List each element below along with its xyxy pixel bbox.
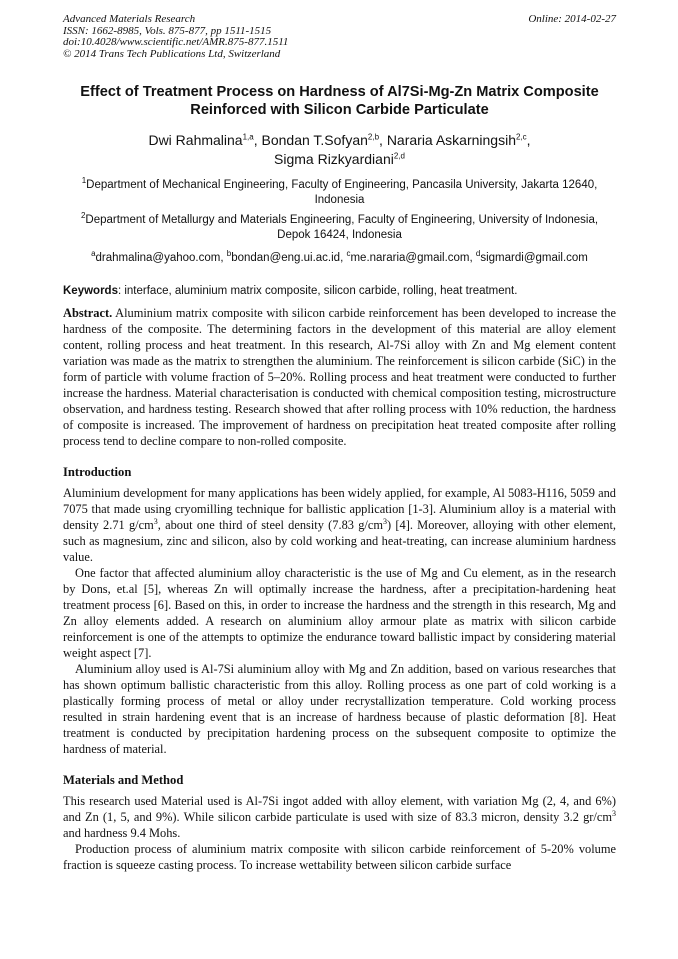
abstract-label: Abstract. (63, 306, 113, 320)
paragraph: Aluminium development for many applications has been widely applied, for example, Al 5083-H116, 5059 and 7075 that made using cryomilling technique for ballistic application [1-3]. Aluminium alloy is a material with density 2.71 $g/cm^3$, about one third of steel density (7.83 $g/cm^3$) [4]. Moreover, alloying with other element, such as magnesium, zinc and silicon, also by cold working and heat-treating, can increase aluminium hardness value. (63, 486, 617, 564)
materials-body (63, 793, 616, 873)
introduction-body (63, 485, 616, 757)
section-heading-introduction: Introduction (63, 465, 132, 479)
journal-header (63, 14, 616, 60)
keywords-text: : interface, aluminium matrix composite, silicon carbide, rolling, heat treatment. (117, 285, 518, 297)
author-name: Sigma Rizkyardiani (274, 151, 394, 167)
keywords-label: Keywords (63, 285, 118, 297)
author-sup: 2,c (515, 132, 527, 142)
email-link[interactable]: bondan@eng.ui.ac.id, (231, 252, 347, 264)
keywords (63, 284, 616, 298)
email-link[interactable]: drahmalina@yahoo.com, (95, 252, 227, 264)
email-link[interactable]: me.nararia@gmail.com, (350, 252, 476, 264)
email-link[interactable]: sigmardi@gmail.com (480, 252, 588, 264)
affiliation-2: $^2$Department of Metallurgy and Materials Engineering, Faculty of Engineering, University of Indonesia, Depok 16424, Indonesia (80, 211, 599, 241)
issn-line: ISSN: 1662-8985, Vols. 875-877, pp 1511-1515 (63, 24, 272, 37)
affiliation-1: $^1$Department of Mechanical Engineering, Faculty of Engineering, Pancasila University, Jakarta 12640, Indonesia (81, 176, 598, 206)
author-sup: 2,d (393, 151, 405, 161)
author-name: Nararia Askarningsih (386, 132, 516, 148)
doi-link[interactable]: doi:10.4028/www.scientific.net/AMR.875-877.1511 (63, 36, 289, 48)
paragraph: This research used Material used is Al-7Si ingot added with alloy element, with variation Mg (2, 4, and 6%) and Zn (1, 5, and 9%). While silicon carbide particulate is used with size of 83.3 micron, density 3.2 $gr/cm^3$ and hardness 9.4 Mohs. (63, 794, 616, 840)
paper-title: Effect of Treatment Process on Hardness of Al7Si-Mg-Zn Matrix Composite Reinforced with Silicon Carbide Particulate (80, 84, 599, 118)
author-name: Bondan T.Sofyan (261, 132, 368, 148)
paragraph: Aluminium alloy used is Al-7Si aluminium alloy with Mg and Zn addition, based on various researches that has shown optimum ballistic characteristic from this alloy. Rolling process as one part of cold working is a plastically forming process of metal or alloy under recrystallization temperature. Cold working process resulted in strain hardening event that is an increase of hardness because of plastic deformation [8]. Heat treatment is conducted by precipitation hardening process on the subsequent composite to optimize the hardness of material. (63, 662, 616, 756)
author-sup: 1,a (242, 132, 254, 142)
author-name: Dwi Rahmalina (148, 132, 243, 148)
author-sup: 2,b (367, 132, 380, 142)
paragraph: Production process of aluminium matrix composite with silicon carbide reinforcement of 5-20% volume fraction is squeeze casting process. To increase wettability between silicon carbide surface (63, 842, 616, 872)
section-heading-materials: Materials and Method (63, 773, 184, 787)
abstract-text: Aluminium matrix composite with silicon carbide reinforcement has been developed to increase the hardness of the composite. The determining factors in the development of this material are alloy element content, rolling process and heat treatment. In this research, Al-7Si alloy with Zn and Mg element content variation was made as the matrix to strengthen the aluminium. The reinforcement is silicon carbide (SiC) in the form of particle with volume fraction of 5–20%. Rolling process and heat treatment were conducted to further increase the hardness. Material characterisation is conducted with chemical composition testing, microstructure observation, and hardness testing. Research showed that after rolling process with 10% reduction, the hardness of composite is increased. The improvement of hardness on precipitation heat treated composite after rolling process tend to decline compare to non-rolled composite. (63, 306, 616, 448)
online-date: Online: 2014-02-27 (528, 13, 616, 25)
author-list: Dwi Rahmalina$^{1,a}$, Bondan T.Sofyan$^{2,b}$, Nararia Askarningsih$^{2,c}$, Sigma Rizkyardiani$^{2,d}$ (148, 132, 531, 167)
abstract (63, 305, 616, 449)
copyright-line: © 2014 Trans Tech Publications Ltd, Switzerland (63, 47, 281, 60)
author-emails: $^a$drahmalina@yahoo.com, $^b$bondan@eng.ui.ac.id, $^c$me.nararia@gmail.com, $^d$sigmardi@gmail.com (91, 249, 588, 264)
paragraph: One factor that affected aluminium alloy characteristic is the use of Mg and Cu element, as in the research by Dons, et.al [5], whereas Zn will optimally increase the hardness, after a precipitation-hardening heat treatment process [6]. Based on this, in order to increase the hardness and the strength in this research, Mg and Zn alloy elements added. A research on aluminium alloy armour plate as matrix with silicon carbide reinforcement is one of the attempts to optimize the endurance toward ballistic impact by considering material weight aspect [7]. (63, 566, 616, 660)
journal-name: Advanced Materials Research (63, 13, 196, 25)
